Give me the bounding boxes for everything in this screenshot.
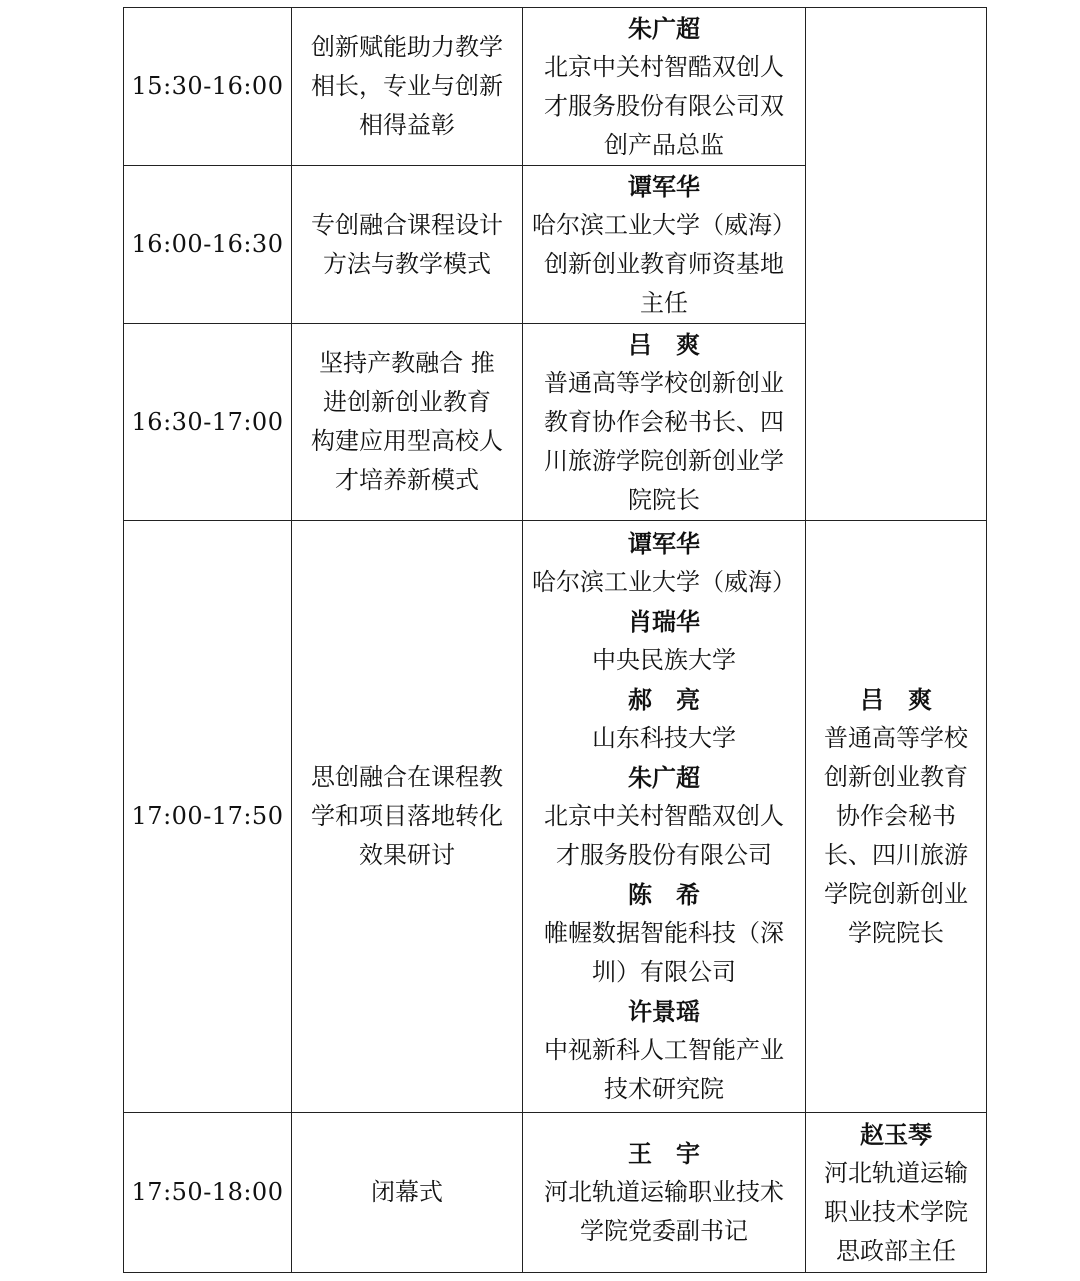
speaker-org-line: 普通高等学校创新创业 xyxy=(544,368,784,397)
host-cell xyxy=(806,521,987,1113)
speaker-name: 吕 爽 xyxy=(628,329,700,359)
speaker-org-line: 帷幄数据智能科技（深 xyxy=(544,919,784,947)
speaker-name: 郝 亮 xyxy=(628,685,700,714)
topic-cell xyxy=(292,1113,523,1273)
speaker-org-line: 哈尔滨工业大学（威海） xyxy=(532,568,796,596)
speaker-name: 肖瑞华 xyxy=(628,607,700,636)
schedule-table xyxy=(123,7,987,1273)
speaker-name: 王 宇 xyxy=(628,1139,700,1168)
topic-line: 才培养新模式 xyxy=(335,466,479,494)
speaker-cell xyxy=(523,521,806,1113)
topic-line: 相得益彰 xyxy=(359,111,455,139)
host-org-line: 创新创业教育 xyxy=(824,763,968,791)
table-row xyxy=(124,8,987,166)
speaker-org-line: 主任 xyxy=(640,288,688,317)
time-cell: 16:30-17:00 xyxy=(124,324,292,521)
speaker-cell xyxy=(523,166,806,324)
topic-line: 效果研讨 xyxy=(359,841,455,869)
host-org-line: 职业技术学院 xyxy=(824,1197,968,1226)
topic-line: 闭幕式 xyxy=(371,1178,443,1206)
speaker-cell xyxy=(523,1113,806,1273)
time-cell: 17:50-18:00 xyxy=(124,1113,292,1273)
speaker-cell xyxy=(523,324,806,521)
topic-cell xyxy=(292,8,523,166)
speaker-name: 许景瑶 xyxy=(628,997,700,1026)
topic-line: 构建应用型高校人 xyxy=(311,427,503,455)
table-row xyxy=(124,521,987,1113)
speaker-name: 朱广超 xyxy=(628,13,700,43)
speaker-name: 朱广超 xyxy=(628,763,700,792)
time-cell: 17:00-17:50 xyxy=(124,521,292,1113)
topic-cell xyxy=(292,521,523,1113)
speaker-name: 谭军华 xyxy=(628,171,700,201)
speaker-org-line: 中央民族大学 xyxy=(592,646,736,674)
host-org-line: 河北轨道运输 xyxy=(824,1158,968,1187)
speaker-org-line: 教育协作会秘书长、四 xyxy=(544,407,784,436)
speaker-org-line: 才服务股份有限公司 xyxy=(556,841,772,869)
time-cell: 16:00-16:30 xyxy=(124,166,292,324)
speaker-org-line: 创新创业教育师资基地 xyxy=(544,249,784,278)
topic-line: 相长，专业与创新 xyxy=(311,72,503,100)
speaker-org-line: 技术研究院 xyxy=(604,1075,724,1103)
table-row xyxy=(124,1113,987,1273)
host-cell-empty xyxy=(806,8,987,521)
speaker-name: 谭军华 xyxy=(628,529,700,558)
speaker-org-line: 河北轨道运输职业技术 xyxy=(544,1178,784,1206)
host-org-line: 学院创新创业 xyxy=(824,880,968,908)
topic-line: 进创新创业教育 xyxy=(323,388,491,416)
host-cell xyxy=(806,1113,987,1273)
speaker-org-line: 学院党委副书记 xyxy=(580,1217,748,1245)
topic-line: 创新赋能助力教学 xyxy=(311,33,503,61)
topic-line: 思创融合在课程教 xyxy=(311,763,503,791)
speaker-org-line: 哈尔滨工业大学（威海） xyxy=(532,210,796,239)
speaker-org-line: 圳）有限公司 xyxy=(592,958,736,986)
host-org-line: 长、四川旅游 xyxy=(824,841,968,869)
speaker-org-line: 院院长 xyxy=(628,485,700,514)
time-cell: 15:30-16:00 xyxy=(124,8,292,166)
host-name: 吕 爽 xyxy=(860,685,932,714)
topic-cell xyxy=(292,166,523,324)
topic-line: 专创融合课程设计 xyxy=(311,210,503,239)
speaker-org-line: 川旅游学院创新创业学 xyxy=(544,446,784,475)
speaker-cell xyxy=(523,8,806,166)
topic-line: 方法与教学模式 xyxy=(323,249,491,278)
speaker-org-line: 北京中关村智酷双创人 xyxy=(544,802,784,830)
speaker-name: 陈 希 xyxy=(628,880,700,909)
speaker-org-line: 山东科技大学 xyxy=(592,724,736,752)
speaker-org-line: 创产品总监 xyxy=(604,130,724,159)
host-org-line: 普通高等学校 xyxy=(824,724,968,752)
speaker-org-line: 中视新科人工智能产业 xyxy=(544,1036,784,1064)
topic-line: 学和项目落地转化 xyxy=(311,802,503,830)
speaker-org-line: 才服务股份有限公司双 xyxy=(544,91,784,120)
host-org-line: 学院院长 xyxy=(848,919,944,947)
host-name: 赵玉琴 xyxy=(860,1119,932,1149)
host-org-line: 协作会秘书 xyxy=(836,802,956,830)
host-org-line: 思政部主任 xyxy=(836,1236,956,1265)
schedule-body xyxy=(124,8,987,1273)
speaker-org-line: 北京中关村智酷双创人 xyxy=(544,52,784,81)
topic-line: 坚持产教融合 推 xyxy=(319,349,495,377)
topic-cell xyxy=(292,324,523,521)
